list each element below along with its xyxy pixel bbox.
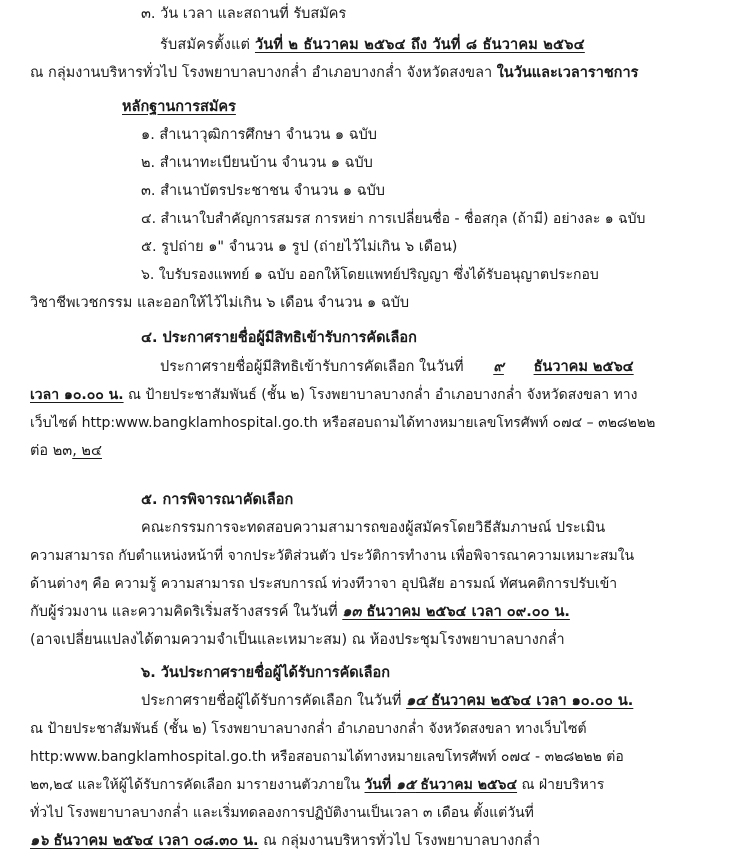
section-5-line-1: คณะกรรมการจะทดสอบความสามารถของผู้สมัครโดยวิธีสัมภาษณ์ ประเมิน (141, 520, 606, 536)
apply-period: วันที่ ๒ ธันวาคม ๒๕๖๔ ถึง วันที่ ๘ ธันวาคม ๒๕๖๔ (254, 37, 585, 53)
handwritten-date-13: ๑๓ (342, 604, 362, 620)
section-4-heading: ๔. ประกาศรายชื่อผู้มีสิทธิเข้ารับการคัดเลือก (141, 330, 417, 346)
section-4-line-2: เวลา ๑๐.๐๐ น. ณ ป้ายประชาสัมพันธ์ (ชั้น ๒) โรงพยาบาลบางกล่ำ อำเภอบางกล่ำ จังหวัดสงขลา ทาง (30, 387, 638, 403)
evidence-heading: หลักฐานการสมัคร (122, 99, 236, 115)
section-4-line-4: ต่อ ๒๓, ๒๔ (30, 443, 102, 459)
section-5-line-2: ความสามารถ กับตำแหน่งหน้าที่ จากประวัติส่วนตัว ประวัติการทำงาน เพื่อพิจารณาความเหมาะสมใน (30, 548, 635, 564)
section-4-line-1: ประกาศรายชื่อผู้มีสิทธิเข้ารับการคัดเลือก ในวันที่ ๙ ธันวาคม ๒๕๖๔ (160, 359, 634, 375)
section-5-heading: ๕. การพิจารณาคัดเลือก (141, 492, 294, 508)
evidence-item-3: ๓. สำเนาบัตรประชาชน จำนวน ๑ ฉบับ (141, 183, 385, 199)
section-6-line-1: ประกาศรายชื่อผู้ได้รับการคัดเลือก ในวันที่ ๑๔ ธันวาคม ๒๕๖๔ เวลา ๑๐.๐๐ น. (141, 693, 634, 709)
evidence-item-2: ๒. สำเนาทะเบียนบ้าน จำนวน ๑ ฉบับ (141, 155, 373, 171)
section-5-line-4: กับผู้ร่วมงาน และความคิดริเริ่มสร้างสรรค์ ในวันที่ ๑๓ ธันวาคม ๒๕๖๔ เวลา ๐๙.๐๐ น. (30, 604, 570, 620)
section-5-line-5: (อาจเปลี่ยนแปลงได้ตามความจำเป็นและเหมาะสม) ณ ห้องประชุมโรงพยาบาลบางกล่ำ (30, 632, 565, 648)
section-6-line-2: ณ ป้ายประชาสัมพันธ์ (ชั้น ๒) โรงพยาบาลบางกล่ำ อำเภอบางกล่ำ จังหวัดสงขลา ทางเว็บไซต์ (30, 721, 587, 737)
evidence-item-6: ๖. ใบรับรองแพทย์ ๑ ฉบับ ออกให้โดยแพทย์ปริญญา ซึ่งได้รับอนุญาตประกอบ (141, 267, 599, 283)
section-3-line-1: รับสมัครตั้งแต่ วันที่ ๒ ธันวาคม ๒๕๖๔ ถึง วันที่ ๘ ธันวาคม ๒๕๖๔ (160, 37, 585, 53)
section-4-line-3: เว็บไซต์ http:www.bangklamhospital.go.th หรือสอบถามได้ทางหมายเลขโทรศัพท์ ๐๗๔ – ๓๒๘๒๒๒ (30, 415, 656, 431)
evidence-item-1: ๑. สำเนาวุฒิการศึกษา จำนวน ๑ ฉบับ (141, 127, 377, 143)
handwritten-date-15: ๑๕ (396, 777, 416, 793)
section-6-line-4: ๒๓,๒๔ และให้ผู้ได้รับการคัดเลือก มารายงานตัวภายใน วันที่ ๑๕ ธันวาคม ๒๕๖๔ ณ ฝ่ายบริหาร (30, 777, 605, 793)
section-3-heading: ๓. วัน เวลา และสถานที่ รับสมัคร (141, 6, 347, 22)
evidence-item-5: ๕. รูปถ่าย ๑" จำนวน ๑ รูป (ถ่ายไว้ไม่เกิน ๖ เดือน) (141, 239, 458, 255)
handwritten-date-9: ๙ (493, 359, 504, 375)
section-5-line-3: ด้านต่างๆ คือ ความรู้ ความสามารถ ประสบการณ์ ท่วงทีวาจา อุปนิสัย อารมณ์ ทัศนคติการปรับเข้า (30, 576, 618, 592)
evidence-item-4: ๔. สำเนาใบสำคัญการสมรส การหย่า การเปลี่ยนชื่อ - ชื่อสกุล (ถ้ามี) อย่างละ ๑ ฉบับ (141, 211, 646, 227)
evidence-item-6-cont: วิชาชีพเวชกรรม และออกให้ไว้ไม่เกิน ๖ เดือน จำนวน ๑ ฉบับ (30, 295, 410, 311)
section-6-line-6: ๑๖ ธันวาคม ๒๕๖๔ เวลา ๐๘.๓๐ น. ณ กลุ่มงานบริหารทั่วไป โรงพยาบาลบางกล่ำ (30, 833, 541, 849)
section-6-line-3: http:www.bangklamhospital.go.th หรือสอบถามได้ทางหมายเลขโทรศัพท์ ๐๗๔ - ๓๒๘๒๒๒ ต่อ (30, 749, 624, 765)
handwritten-date-16: ๑๖ (30, 833, 49, 849)
section-6-heading: ๖. วันประกาศรายชื่อผู้ได้รับการคัดเลือก (141, 665, 391, 681)
handwritten-date-14: ๑๔ (406, 693, 427, 709)
section-6-line-5: ทั่วไป โรงพยาบาลบางกล่ำ และเริ่มทดลองการปฏิบัติงานเป็นเวลา ๓ เดือน ตั้งแต่วันที่ (30, 805, 534, 821)
section-3-line-2: ณ กลุ่มงานบริหารทั่วไป โรงพยาบาลบางกล่ำ อำเภอบางกล่ำ จังหวัดสงขลา ในวันและเวลาราชการ (30, 65, 639, 81)
